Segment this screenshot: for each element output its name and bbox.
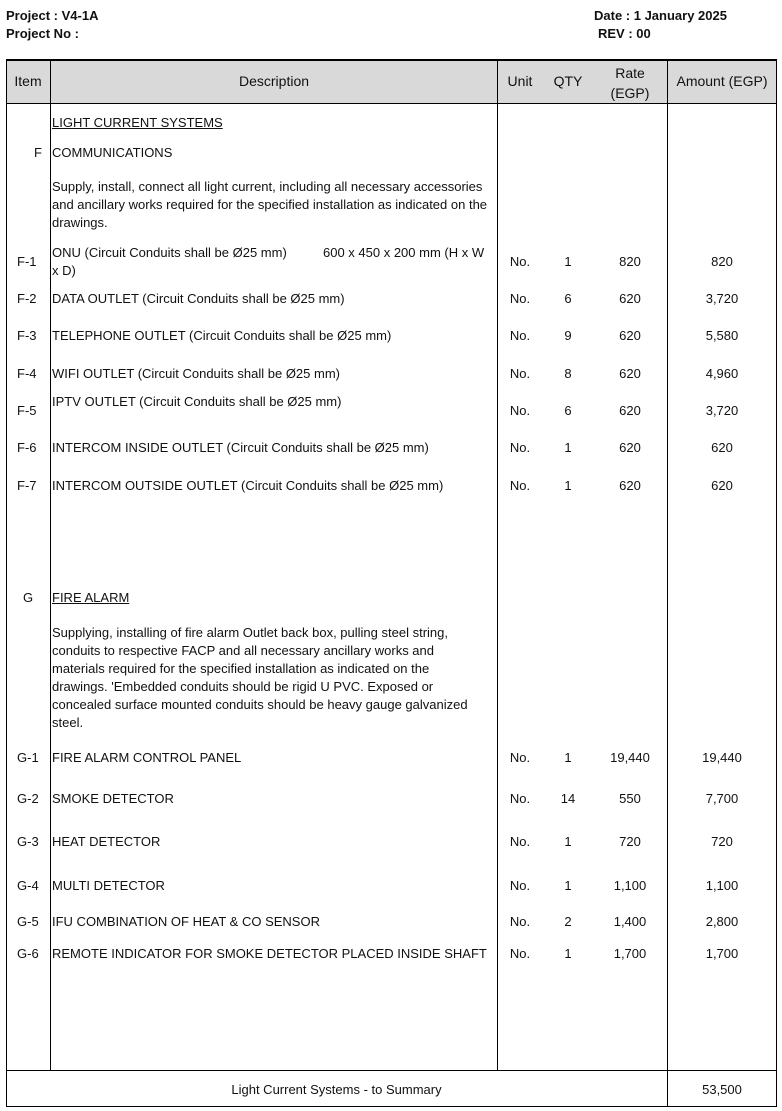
row-g3-amount: 720 [711, 834, 733, 849]
row-g2-item: G-2 [17, 791, 39, 806]
footer-bottom-border [6, 1106, 777, 1107]
section-f-title: COMMUNICATIONS [52, 145, 173, 160]
row-f2-item: F-2 [17, 291, 37, 306]
row-f5-qty: 6 [564, 403, 572, 418]
row-f1-rate: 820 [619, 254, 641, 269]
col-header-item: Item [14, 73, 42, 89]
row-g4-amount: 1,100 [705, 878, 739, 893]
row-f3-item: F-3 [17, 328, 37, 343]
row-g2-qty: 14 [560, 791, 576, 806]
row-f7-unit: No. [509, 478, 531, 493]
row-f1-unit: No. [509, 254, 531, 269]
row-g5-qty: 2 [564, 914, 572, 929]
row-f3-qty: 9 [564, 328, 572, 343]
row-g4-rate: 1,100 [613, 878, 647, 893]
row-g4-unit: No. [509, 878, 531, 893]
row-f1-desc-b: 600 x 450 x 200 mm (H x W [323, 245, 485, 260]
row-f6-qty: 1 [564, 440, 572, 455]
row-g1-amount: 19,440 [702, 750, 742, 765]
row-g2-desc: SMOKE DETECTOR [52, 791, 174, 806]
row-g5-item: G-5 [17, 914, 39, 929]
row-f2-unit: No. [509, 291, 531, 306]
row-g6-amount: 1,700 [705, 946, 739, 961]
description-column-divider [497, 60, 498, 1071]
col-header-amount: Amount (EGP) [676, 73, 768, 89]
row-f1-desc-a: ONU (Circuit Conduits shall be Ø25 mm) [52, 245, 287, 260]
row-f5-amount: 3,720 [705, 403, 739, 418]
row-g4-desc: MULTI DETECTOR [52, 878, 165, 893]
section-g-code: G [23, 590, 34, 605]
table-top-border [6, 59, 777, 61]
left-border [6, 60, 7, 1107]
row-g1-item: G-1 [17, 750, 39, 765]
row-f4-item: F-4 [17, 366, 37, 381]
row-g1-unit: No. [509, 750, 531, 765]
row-f4-qty: 8 [564, 366, 572, 381]
col-header-description: Description [238, 73, 310, 89]
row-f2-amount: 3,720 [705, 291, 739, 306]
row-f2-rate: 620 [619, 291, 641, 306]
row-g2-rate: 550 [619, 791, 641, 806]
row-f3-desc: TELEPHONE OUTLET (Circuit Conduits shall be Ø25 mm) [52, 328, 392, 343]
col-header-rate-line2: (EGP) [610, 85, 650, 101]
rev-label: REV : 00 [598, 26, 651, 41]
row-f7-qty: 1 [564, 478, 572, 493]
section-g-description: Supplying, installing of fire alarm Outlet back box, pulling steel string, conduits to respective FACP and all necessary ancillary works and materials required for the specified installation as indicated on the drawings. 'Embedded conduits should be rigid U PVC. Exposed or concealed surface mounted conduits should be heavy gauge galvanized steel. [52, 625, 468, 730]
col-header-qty: QTY [553, 73, 583, 89]
row-g5-desc: IFU COMBINATION OF HEAT & CO SENSOR [52, 914, 320, 929]
row-f2-qty: 6 [564, 291, 572, 306]
row-f6-amount: 620 [711, 440, 733, 455]
row-g3-rate: 720 [619, 834, 641, 849]
row-f4-unit: No. [509, 366, 531, 381]
row-g5-unit: No. [509, 914, 531, 929]
row-f7-amount: 620 [711, 478, 733, 493]
row-g6-rate: 1,700 [613, 946, 647, 961]
row-f1-amount: 820 [711, 254, 733, 269]
row-f4-desc: WIFI OUTLET (Circuit Conduits shall be Ø25 mm) [52, 366, 340, 381]
row-f6-item: F-6 [17, 440, 37, 455]
row-f6-rate: 620 [619, 440, 641, 455]
row-g6-qty: 1 [564, 946, 572, 961]
row-f4-rate: 620 [619, 366, 641, 381]
row-f1-item: F-1 [17, 254, 37, 269]
row-f3-unit: No. [509, 328, 531, 343]
row-g1-qty: 1 [564, 750, 572, 765]
project-label: Project : V4-1A [6, 8, 99, 23]
row-f6-unit: No. [509, 440, 531, 455]
row-g2-unit: No. [509, 791, 531, 806]
row-g4-item: G-4 [17, 878, 39, 893]
row-g1-rate: 19,440 [610, 750, 650, 765]
row-f1-desc-c: x D) [52, 263, 76, 278]
row-f7-desc: INTERCOM OUTSIDE OUTLET (Circuit Conduits shall be Ø25 mm) [52, 478, 444, 493]
row-f5-unit: No. [509, 403, 531, 418]
row-f1-qty: 1 [564, 254, 572, 269]
row-g5-rate: 1,400 [613, 914, 647, 929]
row-g6-item: G-6 [17, 946, 39, 961]
col-header-unit: Unit [507, 73, 533, 89]
col-header-rate [596, 63, 664, 103]
row-g1-desc: FIRE ALARM CONTROL PANEL [52, 750, 242, 765]
row-f7-item: F-7 [17, 478, 37, 493]
row-g6-desc: REMOTE INDICATOR FOR SMOKE DETECTOR PLACED INSIDE SHAFT [52, 946, 487, 961]
row-g6-unit: No. [509, 946, 531, 961]
project-no-label: Project No : [6, 26, 79, 41]
row-f5-item: F-5 [17, 403, 37, 418]
row-f4-amount: 4,960 [705, 366, 739, 381]
col-header-rate-line1: Rate [615, 65, 645, 81]
header-bottom-border [6, 103, 777, 104]
row-g2-amount: 7,700 [705, 791, 739, 806]
section-f-code: F [34, 145, 42, 160]
row-g4-qty: 1 [564, 878, 572, 893]
section-g-title: FIRE ALARM [52, 590, 130, 605]
section-f-description: Supply, install, connect all light current, including all necessary accessories and ancillary works required for the specified installation as indicated on the drawings. [52, 179, 488, 230]
summary-label: Light Current Systems - to Summary [231, 1082, 442, 1097]
main-section-title: LIGHT CURRENT SYSTEMS [52, 115, 223, 130]
row-f3-amount: 5,580 [705, 328, 739, 343]
summary-total: 53,500 [702, 1082, 742, 1097]
row-f2-desc: DATA OUTLET (Circuit Conduits shall be Ø25 mm) [52, 291, 345, 306]
row-g5-amount: 2,800 [705, 914, 739, 929]
row-g3-unit: No. [509, 834, 531, 849]
row-f7-rate: 620 [619, 478, 641, 493]
item-column-divider [50, 60, 51, 1071]
body-bottom-border [6, 1070, 777, 1071]
row-g3-item: G-3 [17, 834, 39, 849]
row-f5-desc: IPTV OUTLET (Circuit Conduits shall be Ø25 mm) [52, 394, 342, 409]
date-label: Date : 1 January 2025 [594, 8, 727, 23]
row-g3-desc: HEAT DETECTOR [52, 834, 161, 849]
row-f6-desc: INTERCOM INSIDE OUTLET (Circuit Conduits shall be Ø25 mm) [52, 440, 429, 455]
row-f5-rate: 620 [619, 403, 641, 418]
row-g3-qty: 1 [564, 834, 572, 849]
right-border [776, 60, 777, 1107]
row-f3-rate: 620 [619, 328, 641, 343]
